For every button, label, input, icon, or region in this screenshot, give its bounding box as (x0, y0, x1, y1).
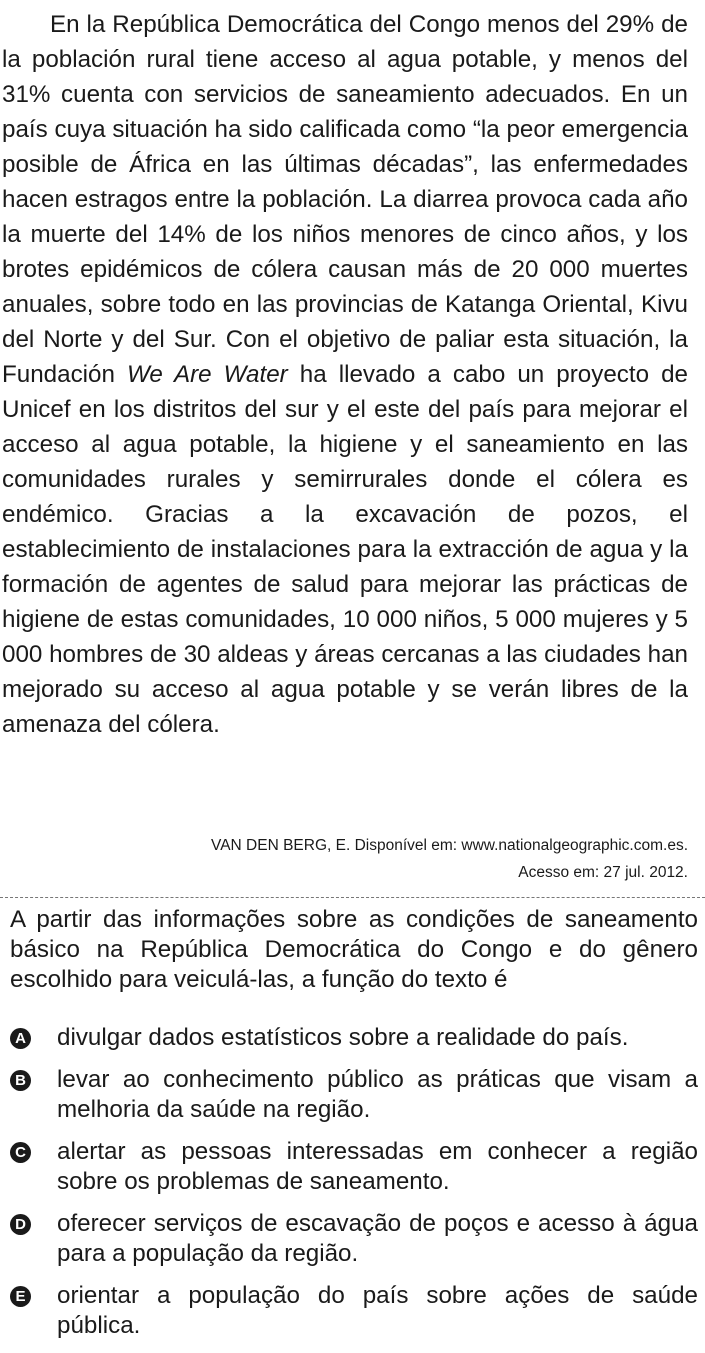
option-b[interactable] (10, 1065, 698, 1125)
citation-line-2: Acesso em: 27 jul. 2012. (518, 864, 688, 881)
option-e-text: orientar a população do país sobre ações de saúde pública. (57, 1282, 698, 1339)
option-e-letter-badge: E (10, 1286, 31, 1307)
dashed-divider (0, 897, 705, 898)
citation-line-1: VAN DEN BERG, E. Disponível em: www.nationalgeographic.com.es. (211, 837, 688, 854)
option-d-letter-badge: D (10, 1214, 31, 1235)
passage-text-part-1: En la República Democrática del Congo menos del 29% de la población rural tiene acceso al agua potable, y menos del 31% cuenta con servicios de saneamiento adecuados. En un país cuya situación ha sido calificada como “la peor emergencia posible de África en las últimas décadas”, las enfermedades hacen estragos entre la población. La diarrea provoca cada año la muerte del 14% de los niños menores de cinco años, y los brotes epidémicos de cólera causan más de 20 000 muertes anuales, sobre todo en las provincias de Katanga Oriental, Kivu del Norte y del Sur. Con el objetivo de paliar esta situación, la Fundación (2, 11, 688, 388)
source-citation (211, 832, 688, 886)
option-b-letter-badge: B (10, 1070, 31, 1091)
option-d-text: oferecer serviços de escavação de poços e acesso à água para a população da região. (57, 1210, 698, 1267)
option-a[interactable] (10, 1023, 698, 1053)
passage-text-part-2: ha llevado a cabo un proyecto de Unicef en los distritos del sur y el este del país para mejorar el acceso al agua potable, la higiene y el saneamiento en las comunidades rurales y semirrurales donde el cólera es endémico. Gracias a la excavación de pozos, el establecimiento de instalaciones para la extracción de agua y la formación de agentes de salud para mejorar las prácticas de higiene de estas comunidades, 10 000 niños, 5 000 mujeres y 5 000 hombres de 30 aldeas y áreas cercanas a las ciudades han mejorado su acceso al agua potable y se verán libres de la amenaza del cólera. (2, 361, 688, 738)
option-c-letter-badge: C (10, 1142, 31, 1163)
option-e[interactable] (10, 1281, 698, 1341)
option-b-text: levar ao conhecimento público as práticas que visam a melhoria da saúde na região. (57, 1066, 698, 1123)
option-a-text: divulgar dados estatísticos sobre a realidade do país. (57, 1024, 629, 1051)
answer-options (10, 1023, 698, 1353)
source-passage (2, 7, 688, 742)
question-stem: A partir das informações sobre as condições de saneamento básico na República Democrática do Congo e do gênero escolhido para veiculá-las, a função do texto é (10, 906, 698, 993)
option-c[interactable] (10, 1137, 698, 1197)
option-c-text: alertar as pessoas interessadas em conhecer a região sobre os problemas de saneamento. (57, 1138, 698, 1195)
option-d[interactable] (10, 1209, 698, 1269)
option-a-letter-badge: A (10, 1028, 31, 1049)
foundation-name-italic: We Are Water (127, 361, 288, 388)
